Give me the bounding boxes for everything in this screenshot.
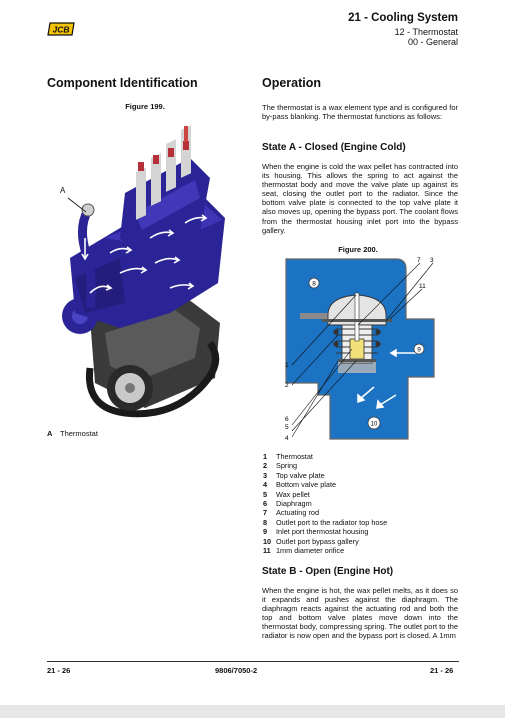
- svg-text:10: 10: [370, 421, 378, 428]
- legend-number: 6: [263, 498, 268, 508]
- legend-item: [263, 471, 463, 480]
- footer-left-page: 21 - 26: [47, 666, 71, 675]
- state-a-heading: State A - Closed (Engine Cold): [262, 142, 406, 153]
- legend-number: 1: [263, 452, 268, 461]
- viewer-bottom-strip: [0, 705, 505, 718]
- svg-text:JCB: JCB: [52, 24, 70, 35]
- legend-number: 7: [263, 508, 268, 518]
- legend-number: 5: [263, 489, 268, 499]
- legend-number: 10: [263, 536, 272, 546]
- legend-item: [263, 508, 463, 517]
- legend-number: 11: [263, 545, 271, 555]
- legend-text: 1mm diameter orifice: [276, 545, 345, 555]
- svg-text:2: 2: [285, 382, 289, 389]
- operation-heading: Operation: [262, 76, 322, 90]
- caption-text: Thermostat: [60, 429, 98, 438]
- engine-illustration: [50, 118, 250, 423]
- legend-text: Spring: [276, 461, 298, 471]
- section-title: 21 - Cooling System: [348, 12, 458, 24]
- legend-item: [263, 461, 463, 470]
- legend-item: [263, 452, 463, 461]
- state-a-text: When the engine is cold the wax pellet has contracted into its housing. This allows the spring to act against the thermostat body and move the valve plate up against its seat, closing the outlet port to the radiator. Since the bottom valve plate is connected to the top valve plate it also moves up, opening the bypass port. The coolant flows from the thermostat housing inlet port into the bypass gallery.: [262, 162, 458, 235]
- figure-199-label: Figure 199.: [125, 102, 165, 111]
- svg-text:5: 5: [285, 424, 289, 431]
- legend-text: Top valve plate: [276, 470, 325, 480]
- legend-item: [263, 518, 463, 527]
- legend-number: 2: [263, 461, 268, 471]
- legend-text: Actuating rod: [276, 508, 319, 518]
- svg-text:7: 7: [417, 257, 421, 264]
- legend-item: [263, 490, 463, 499]
- legend-text: Thermostat: [276, 452, 313, 461]
- thermostat-diagram: [278, 255, 438, 447]
- footer-right-page: 21 - 26: [430, 666, 454, 675]
- legend-text: Inlet port thermostat housing: [276, 527, 369, 537]
- crank-pulley: [107, 365, 153, 411]
- footer-doc-number: 9806/7050-2: [215, 666, 258, 675]
- legend-item: [263, 480, 463, 489]
- svg-text:6: 6: [285, 416, 289, 423]
- svg-text:1: 1: [285, 362, 289, 369]
- svg-text:11: 11: [419, 283, 426, 290]
- legend-text: Diaphragm: [276, 498, 312, 508]
- state-b-heading: State B - Open (Engine Hot): [262, 566, 394, 577]
- legend-number: 3: [263, 470, 268, 480]
- svg-text:3: 3: [430, 257, 434, 264]
- subsubsection-title: 00 - General: [407, 37, 458, 47]
- figure-200-label: Figure 200.: [338, 245, 378, 254]
- legend-list: [263, 452, 463, 555]
- legend-text: Wax pellet: [276, 489, 310, 499]
- legend-item: [263, 527, 463, 536]
- caption-letter: A: [47, 429, 53, 438]
- legend-text: Bottom valve plate: [276, 480, 337, 490]
- legend-number: 8: [263, 517, 268, 527]
- component-identification-heading: Component Identification: [47, 76, 198, 90]
- footer-rule: [47, 661, 459, 662]
- legend-number: 9: [263, 527, 268, 537]
- legend-text: Outlet port to the radiator top hose: [276, 517, 388, 527]
- subsection-title: 12 - Thermostat: [394, 27, 458, 37]
- operation-intro: The thermostat is a wax element type and is configured for by-pass blanking. The thermostat functions as follows:: [262, 103, 458, 122]
- legend-text: Outlet port bypass gallery: [276, 536, 359, 546]
- callout-a-label: A: [60, 186, 66, 195]
- legend-item: [263, 499, 463, 508]
- jcb-logo: [47, 22, 75, 36]
- svg-text:9: 9: [417, 346, 421, 354]
- legend-item: [263, 546, 463, 555]
- legend-item: [263, 537, 463, 546]
- legend-number: 4: [263, 480, 268, 490]
- svg-text:4: 4: [285, 435, 289, 442]
- svg-text:8: 8: [312, 280, 316, 288]
- state-b-text: When the engine is hot, the wax pellet melts, as it does so it expands and pushes against the diaphragm. The diaphragm reacts against the actuating rod and both the top and bottom valve plates move down into the thermostat body, compressing spring. The outlet port to the radiator is now open and the bypass port is closed. A 1mm: [262, 586, 458, 641]
